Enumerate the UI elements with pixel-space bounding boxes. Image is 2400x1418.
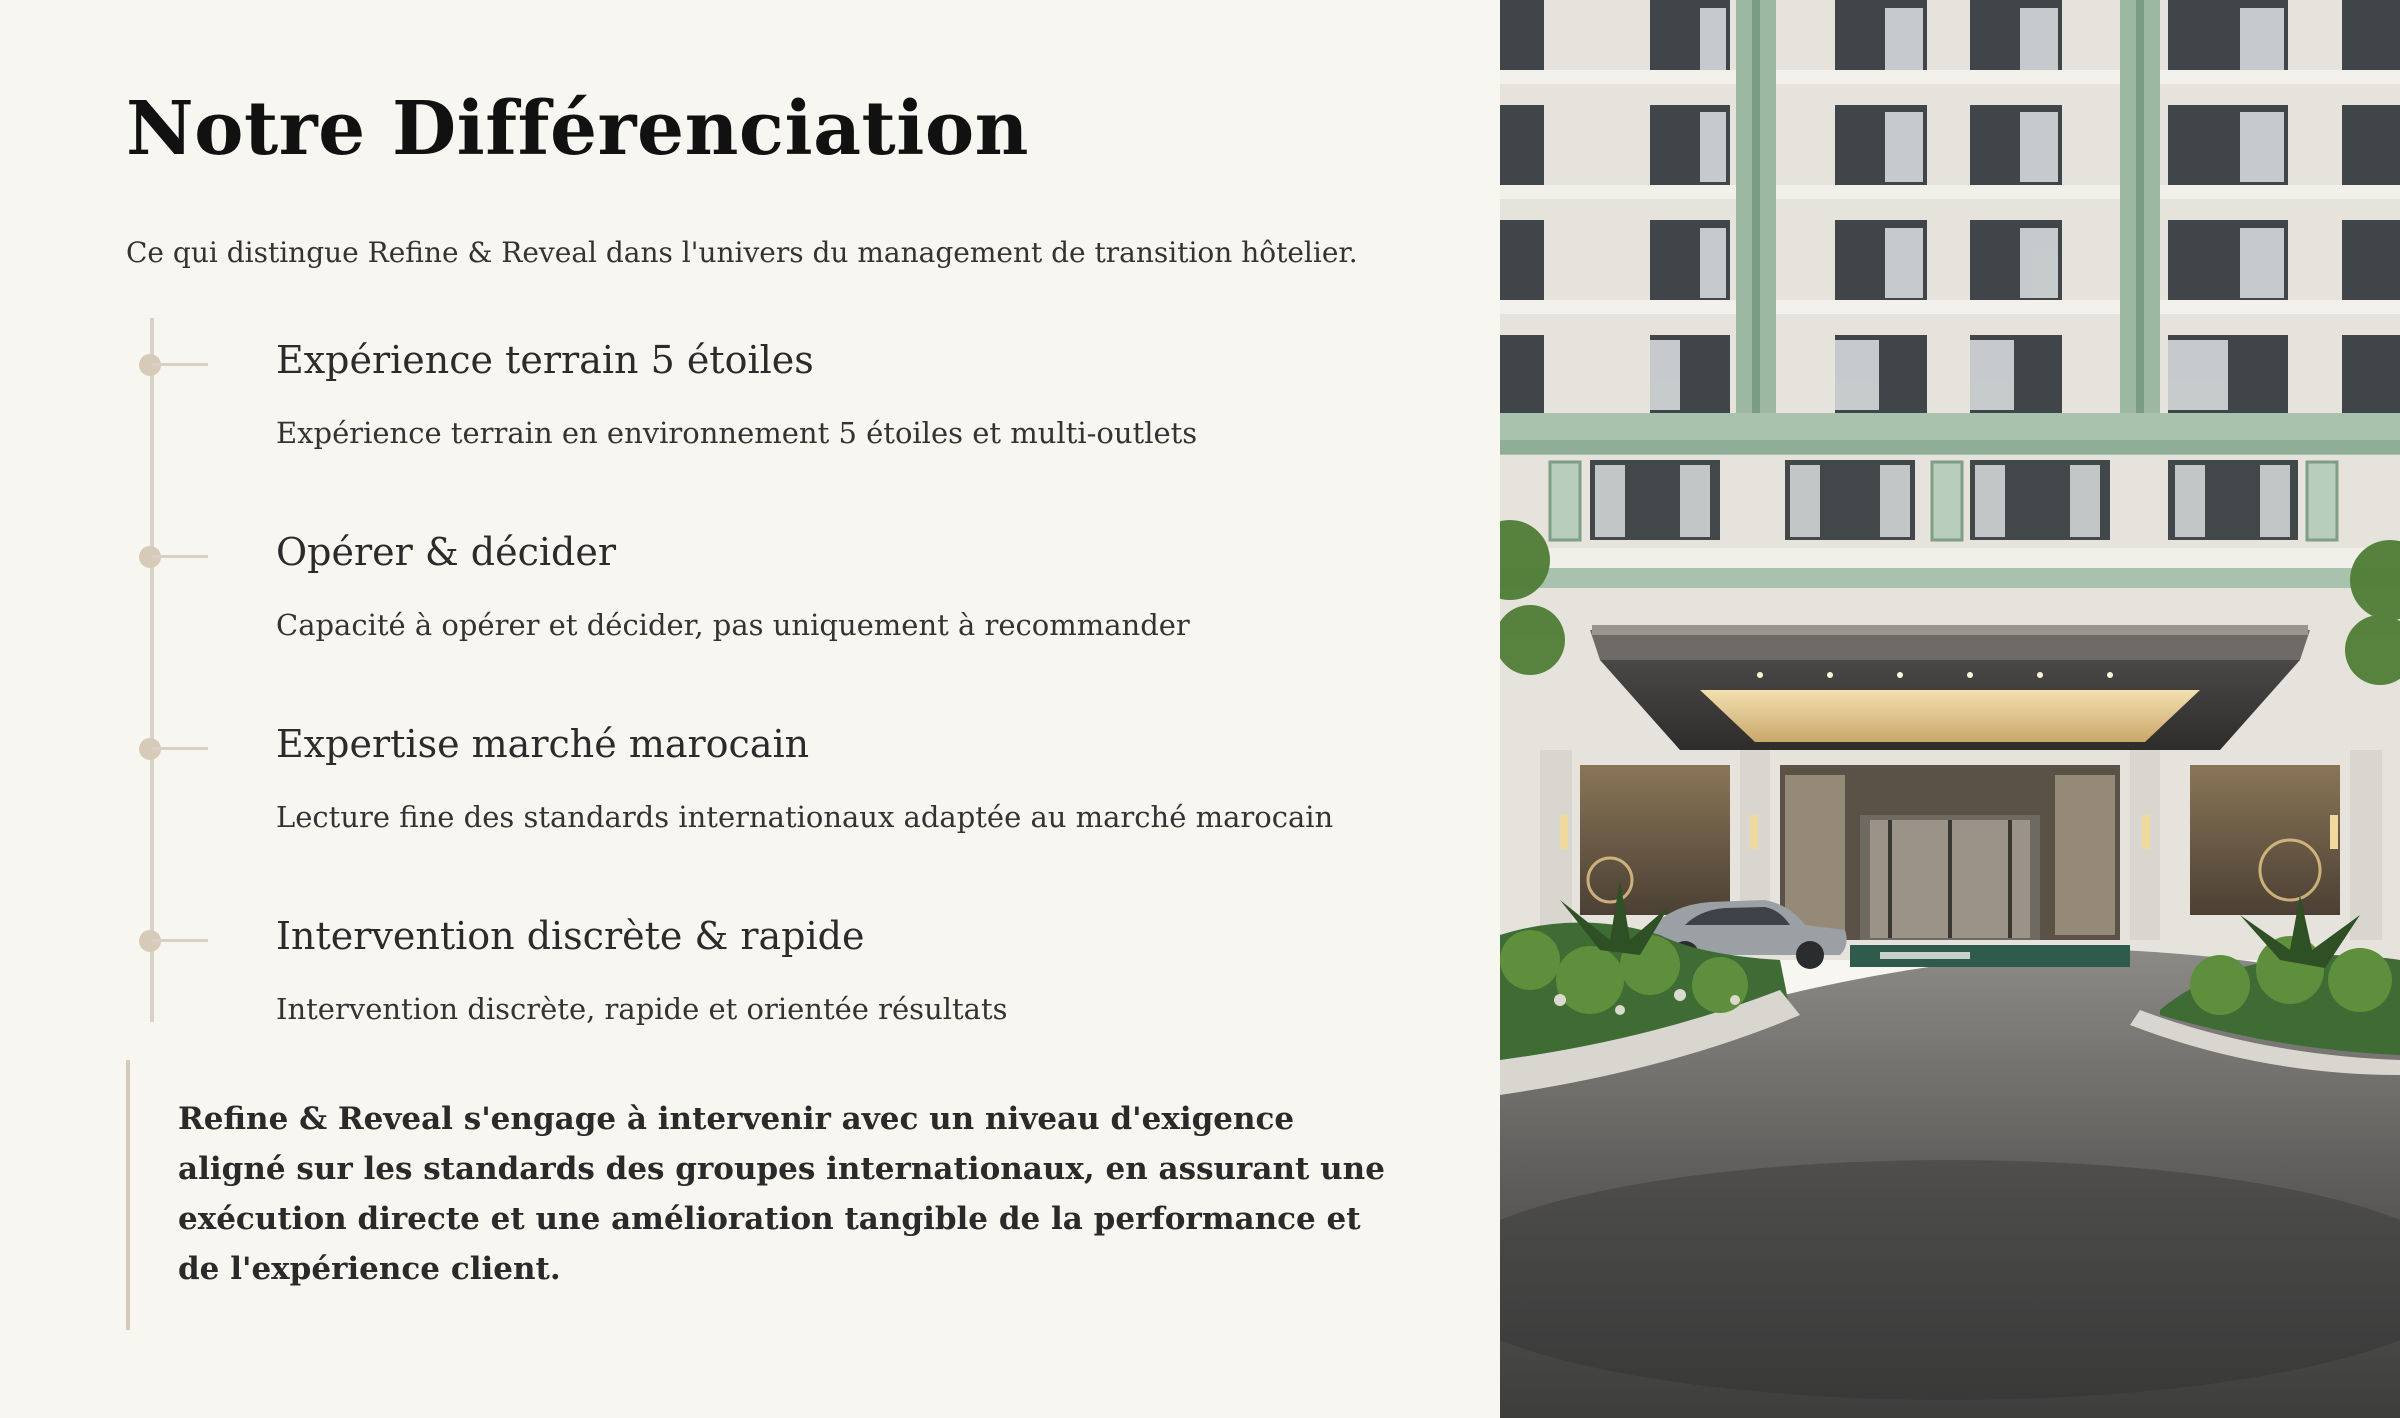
timeline-item	[0, 332, 1500, 492]
timeline-connector	[152, 363, 208, 366]
hotel-entrance-photo	[1500, 0, 2400, 1418]
item-description: Lecture fine des standards internationaux adaptée au marché marocain	[276, 800, 1334, 834]
timeline-connector	[152, 555, 208, 558]
page-title: Notre Différenciation	[126, 86, 1029, 172]
item-title: Expérience terrain 5 étoiles	[276, 338, 814, 382]
commitment-quote	[126, 1060, 1390, 1330]
timeline-connector	[152, 747, 208, 750]
item-title: Opérer & décider	[276, 530, 616, 574]
page-subtitle: Ce qui distingue Refine & Reveal dans l'univers du management de transition hôtelier.	[126, 236, 1358, 269]
timeline-item	[0, 716, 1500, 876]
item-description: Capacité à opérer et décider, pas uniquement à recommander	[276, 608, 1190, 642]
item-description: Expérience terrain en environnement 5 étoiles et multi-outlets	[276, 416, 1198, 450]
timeline-connector	[152, 939, 208, 942]
item-title: Expertise marché marocain	[276, 722, 810, 766]
item-description: Intervention discrète, rapide et orientée résultats	[276, 992, 1008, 1026]
timeline-item	[0, 524, 1500, 684]
quote-text: Refine & Reveal s'engage à intervenir avec un niveau d'exigence aligné sur les standards des groupes internationaux, en assurant une exécution directe et une amélioration tangible de la performance et de l'expérience client.	[178, 1101, 1385, 1287]
timeline-item	[0, 908, 1500, 1068]
item-title: Intervention discrète & rapide	[276, 914, 865, 958]
